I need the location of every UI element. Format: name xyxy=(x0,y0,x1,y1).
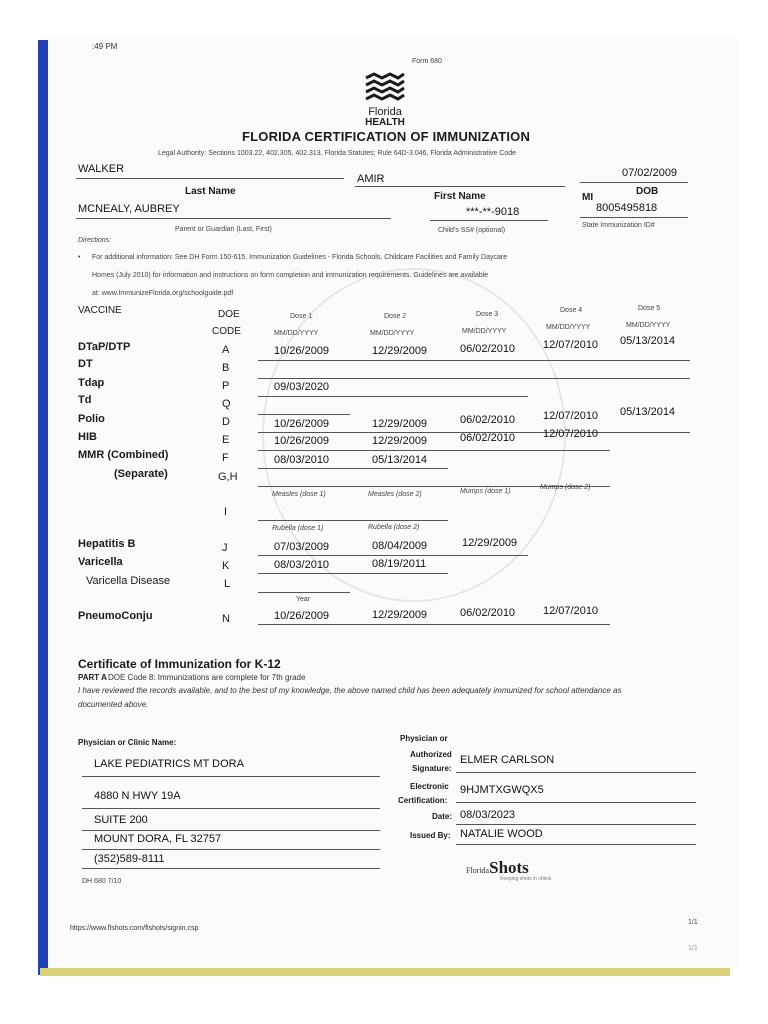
sunburst-icon xyxy=(362,72,408,102)
dose4-format: MM/DD/YYYY xyxy=(546,324,591,331)
certificate-title: Certificate of Immunization for K-12 xyxy=(78,657,281,671)
print-time: :49 PM xyxy=(92,42,118,51)
mumps-dose1-label: Mumps (dose 1) xyxy=(460,488,511,495)
signer-name: ELMER CARLSON xyxy=(460,754,555,766)
code-j: J xyxy=(222,542,228,554)
vaccine-separate: (Separate) xyxy=(114,468,168,480)
vaccine-header: VACCINE xyxy=(78,305,122,316)
clinic-label: Physician or Clinic Name: xyxy=(78,738,177,747)
polio-dose2: 12/29/2009 xyxy=(372,418,428,430)
dtap-dose3: 06/02/2010 xyxy=(460,343,516,355)
varicella-dose2: 08/19/2011 xyxy=(372,558,427,570)
form-title: FLORIDA CERTIFICATION OF IMMUNIZATION xyxy=(242,129,531,144)
directions-line2: Homes (July 2010) for information and instructions on form completion and immunization requirements. Guidelines are available xyxy=(92,272,489,279)
hib-dose1: 10/26/2009 xyxy=(274,435,330,447)
authorized-label: Authorized xyxy=(410,750,452,759)
mmr-dose1: 08/03/2010 xyxy=(274,454,330,466)
dose2-format: MM/DD/YYYY xyxy=(370,330,415,337)
ssn-label: Child's SS# (optional) xyxy=(438,227,506,234)
doe-header: DOE xyxy=(218,309,240,320)
first-name-label: First Name xyxy=(434,191,486,202)
guardian-value: MCNEALY, AUBREY xyxy=(78,203,180,215)
hib-dose4: 12/07/2010 xyxy=(543,428,599,440)
form-version: DH 680 7/10 xyxy=(82,878,122,885)
code-b: B xyxy=(222,362,230,374)
dose5-header: Dose 5 xyxy=(638,305,661,312)
flshots-prefix: Florida xyxy=(466,866,490,875)
certificate-statement-line2: documented above. xyxy=(78,700,149,709)
polio-dose5: 05/13/2014 xyxy=(620,406,676,418)
legal-authority: Legal Authority: Sections 1003.22, 402.305, 402.313, Florida Statutes; Rule 64D-3.046, Florida Administrative Code xyxy=(158,150,516,157)
code-l: L xyxy=(224,578,231,590)
hepb-dose1: 07/03/2009 xyxy=(274,541,330,553)
date-value: 08/03/2023 xyxy=(460,809,516,821)
pneumo-dose3: 06/02/2010 xyxy=(460,607,516,619)
dose3-header: Dose 3 xyxy=(476,311,499,318)
part-a-label: PART A xyxy=(78,673,107,682)
scan-edge-yellow xyxy=(40,968,730,976)
dose2-header: Dose 2 xyxy=(384,313,407,320)
clinic-phone: (352)589-8111 xyxy=(94,853,165,865)
ssn-value: ***-**-9018 xyxy=(466,206,520,218)
certification-label: Certification: xyxy=(398,796,448,805)
issued-by-value: NATALIE WOOD xyxy=(460,828,543,840)
vaccine-varicella: Varicella xyxy=(78,556,123,568)
hepb-dose2: 08/04/2009 xyxy=(372,540,428,552)
vaccine-polio: Polio xyxy=(78,413,105,425)
dob-value: 07/02/2009 xyxy=(622,167,678,179)
dob-label: DOB xyxy=(636,186,659,197)
clinic-city: MOUNT DORA, FL 32757 xyxy=(94,833,222,845)
dose1-format: MM/DD/YYYY xyxy=(274,330,319,337)
vaccine-dtap: DTaP/DTP xyxy=(78,341,131,353)
vaccine-mmr: MMR (Combined) xyxy=(78,449,169,461)
polio-dose4: 12/07/2010 xyxy=(543,410,599,422)
code-i: I xyxy=(224,506,228,518)
dtap-dose5: 05/13/2014 xyxy=(620,335,676,347)
page-number-bleed: 1/1 xyxy=(688,945,698,952)
vaccine-tdap: Tdap xyxy=(78,377,105,389)
code-k: K xyxy=(222,560,230,572)
mmr-dose2: 05/13/2014 xyxy=(372,454,428,466)
form-code: Form 680 xyxy=(412,58,442,65)
polio-dose1: 10/26/2009 xyxy=(274,418,330,430)
page-number: 1/1 xyxy=(688,919,698,926)
hib-dose2: 12/29/2009 xyxy=(372,435,428,447)
rubella-dose1-label: Rubella (dose 1) xyxy=(272,525,324,532)
measles-dose1-label: Measles (dose 1) xyxy=(272,491,326,498)
code-p: P xyxy=(222,380,230,392)
mi-label: MI xyxy=(582,192,594,203)
year-label: Year xyxy=(296,596,311,603)
dose5-format: MM/DD/YYYY xyxy=(626,322,671,329)
electronic-label: Electronic xyxy=(410,782,449,791)
clinic-address2: SUITE 200 xyxy=(94,814,148,826)
code-n: N xyxy=(222,613,230,625)
vaccine-dt: DT xyxy=(78,358,93,370)
pneumo-dose4: 12/07/2010 xyxy=(543,605,599,617)
dose1-header: Dose 1 xyxy=(290,313,313,320)
polio-dose3: 06/02/2010 xyxy=(460,414,516,426)
hib-dose3: 06/02/2010 xyxy=(460,432,516,444)
guardian-label: Parent or Guardian (Last, First) xyxy=(175,226,272,233)
rubella-dose2-label: Rubella (dose 2) xyxy=(368,524,420,531)
flshots-tagline: Keeping shots in check xyxy=(500,876,552,882)
varicella-dose1: 08/03/2010 xyxy=(274,559,330,571)
last-name-label: Last Name xyxy=(185,186,236,197)
directions-bullet: • xyxy=(78,254,81,261)
code-a: A xyxy=(222,344,230,356)
certification-value: 9HJMTXGWQX5 xyxy=(460,784,544,796)
flshots-brand: Shots xyxy=(489,858,529,877)
logo-florida: Florida xyxy=(368,106,402,118)
vaccine-hib: HIB xyxy=(78,431,97,443)
code-f: F xyxy=(222,452,229,464)
state-id-value: 8005495818 xyxy=(596,202,658,214)
dtap-dose4: 12/07/2010 xyxy=(543,339,599,351)
scan-edge-blue xyxy=(38,40,48,975)
pneumo-dose2: 12/29/2009 xyxy=(372,609,428,621)
directions-line1: For additional information: See DH Form 150-615, Immunization Guidelines - Florida Schools, Childcare Facilities and Family Daycare xyxy=(92,254,508,261)
mumps-dose2-label: Mumps (dose 2) xyxy=(540,484,591,491)
measles-dose2-label: Measles (dose 2) xyxy=(368,491,422,498)
dtap-dose1: 10/26/2009 xyxy=(274,345,330,357)
part-a-text: DOE Code 8: Immunizations are complete for 7th grade xyxy=(108,673,306,682)
physician-label: Physician or xyxy=(400,734,448,743)
directions-label: Directions: xyxy=(78,237,112,244)
last-name-value: WALKER xyxy=(78,163,125,175)
certificate-statement-line1: I have reviewed the records available, and to the best of my knowledge, the above named child has been adequately immunized for school attendance as xyxy=(78,686,622,695)
dtap-dose2: 12/29/2009 xyxy=(372,345,428,357)
issued-by-label: Issued By: xyxy=(410,831,451,840)
dose4-header: Dose 4 xyxy=(560,307,583,314)
dose3-format: MM/DD/YYYY xyxy=(462,328,507,335)
florida-shots-logo xyxy=(466,858,551,882)
code-header: CODE xyxy=(212,326,241,337)
first-name-value: AMIR xyxy=(357,173,385,185)
vaccine-pneumoconju: PneumoConju xyxy=(78,610,153,622)
code-e: E xyxy=(222,434,230,446)
date-label: Date: xyxy=(432,812,453,821)
clinic-name: LAKE PEDIATRICS MT DORA xyxy=(94,758,244,770)
tdap-dose1: 09/03/2020 xyxy=(274,381,330,393)
clinic-address1: 4880 N HWY 19A xyxy=(94,790,181,802)
code-q: Q xyxy=(222,398,231,410)
code-d: D xyxy=(222,416,230,428)
page-url[interactable]: https://www.flshots.com/flshots/signin.csp xyxy=(70,925,199,932)
vaccine-varicella-disease: Varicella Disease xyxy=(86,575,171,587)
state-id-label: State Immunization ID# xyxy=(582,222,655,229)
signature-label: Signature: xyxy=(412,764,452,773)
directions-line3: at: www.ImmunizeFlorida.org/schoolguide.pdf xyxy=(92,290,234,297)
hepb-dose3: 12/29/2009 xyxy=(462,537,518,549)
vaccine-hepatitis-b: Hepatitis B xyxy=(78,538,136,550)
logo-health: HEALTH xyxy=(365,117,405,128)
vaccine-td: Td xyxy=(78,394,92,406)
code-gh: G,H xyxy=(218,471,238,483)
pneumo-dose1: 10/26/2009 xyxy=(274,610,330,622)
florida-health-logo xyxy=(362,72,408,128)
